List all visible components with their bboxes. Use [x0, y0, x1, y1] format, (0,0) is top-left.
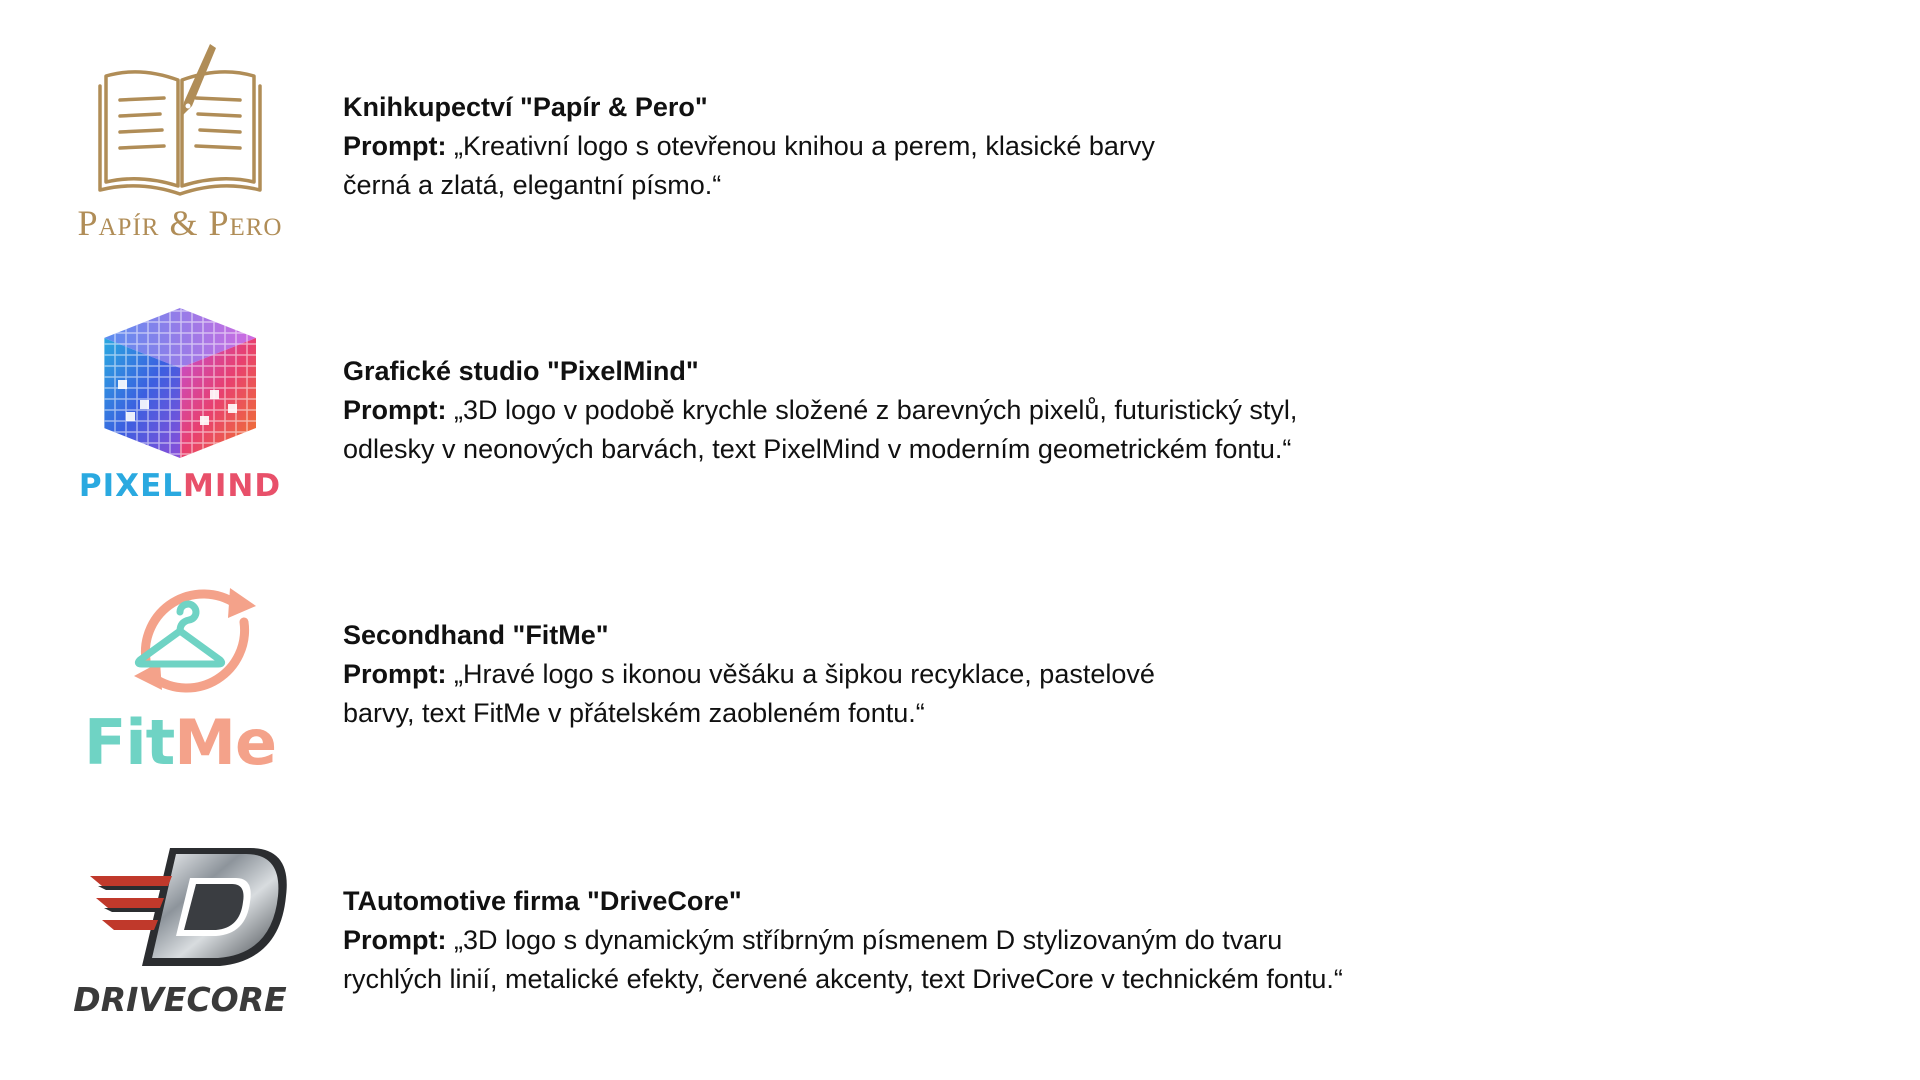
prompt-label: Prompt:: [343, 131, 447, 161]
logo-entry-pixelmind: [0, 300, 1920, 540]
prompt-line-2: odlesky v neonových barvách, text PixelMind v moderním geometrickém fontu.“: [343, 434, 1292, 464]
papir-pero-wordmark: Papír & Pero: [77, 203, 283, 243]
prompt-line-2: barvy, text FitMe v přátelském zaobleném fontu.“: [343, 698, 925, 728]
prompt-line-1: [343, 921, 1443, 960]
logo-description: [343, 882, 1443, 999]
prompt-line-2: rychlých linií, metalické efekty, červené akcenty, text DriveCore v technickém fontu.“: [343, 964, 1343, 994]
wordmark-part-mind: MIND: [183, 468, 282, 504]
pixelmind-wordmark: [60, 468, 300, 504]
logo-description: [343, 616, 1443, 733]
entry-title: Grafické studio "PixelMind": [343, 356, 699, 386]
logo-description: [343, 88, 1443, 205]
wordmark-part-me: Me: [174, 706, 276, 779]
prompt-label: Prompt:: [343, 925, 447, 955]
drivecore-logo: [60, 830, 300, 1050]
hanger-recycle-icon: [60, 566, 300, 706]
logo-entry-papir-pero: [0, 36, 1920, 276]
prompt-line-1: [343, 127, 1443, 166]
logo-entry-drivecore: [0, 830, 1920, 1070]
papir-pero-logo: [60, 36, 300, 256]
drivecore-wordmark: DRIVECORE: [73, 980, 287, 1019]
wordmark-part-fit: Fit: [84, 706, 175, 779]
entry-title: TAutomotive firma "DriveCore": [343, 886, 742, 916]
prompt-text-1: „Hravé logo s ikonou věšáku a šipkou recyklace, pastelové: [454, 659, 1155, 689]
prompt-text-1: „3D logo s dynamickým stříbrným písmenem D stylizovaným do tvaru: [454, 925, 1283, 955]
logo-entry-fitme: [0, 566, 1920, 806]
prompt-label: Prompt:: [343, 395, 447, 425]
entry-title: Knihkupectví "Papír & Pero": [343, 92, 708, 122]
prompt-line-2: černá a zlatá, elegantní písmo.“: [343, 170, 722, 200]
open-book-pen-icon: [60, 36, 300, 196]
prompt-text-1: „3D logo v podobě krychle složené z barevných pixelů, futuristický styl,: [454, 395, 1298, 425]
prompt-label: Prompt:: [343, 659, 447, 689]
wordmark-part-pixel: PIXEL: [78, 468, 184, 504]
fitme-wordmark: [60, 706, 300, 779]
prompt-line-1: [343, 655, 1443, 694]
speed-d-letter-icon: [60, 830, 300, 980]
prompt-line-1: [343, 391, 1443, 430]
entry-title: Secondhand "FitMe": [343, 620, 609, 650]
pixelmind-logo: [60, 300, 300, 520]
pixel-cube-icon: [60, 300, 300, 465]
logo-description: [343, 352, 1443, 469]
fitme-logo: [60, 566, 300, 786]
prompt-text-1: „Kreativní logo s otevřenou knihou a perem, klasické barvy: [454, 131, 1155, 161]
